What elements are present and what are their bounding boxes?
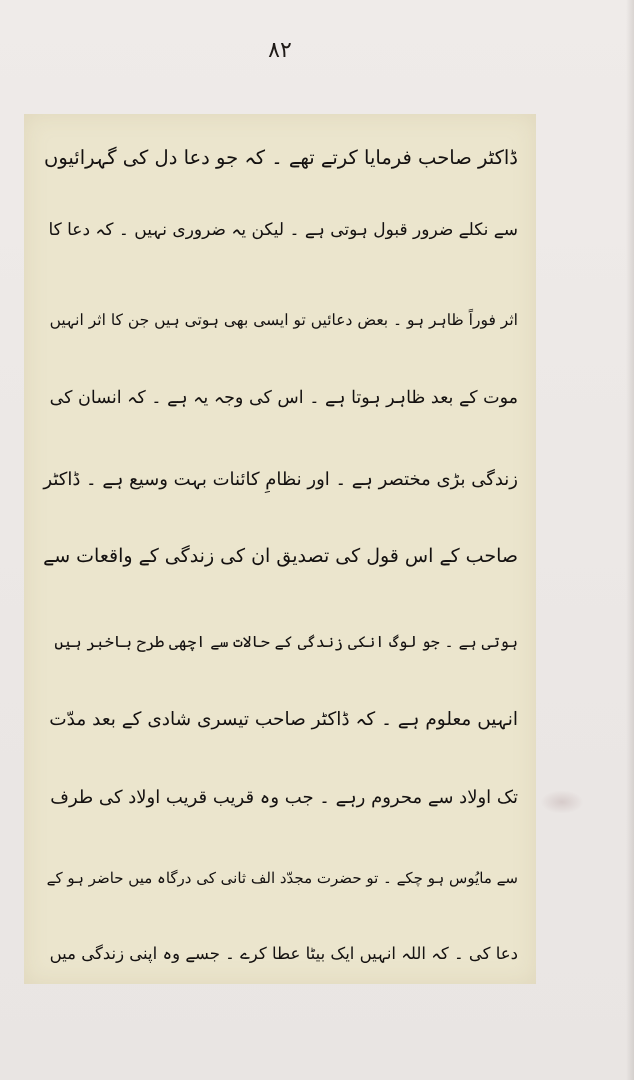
text-line-2: سے نکلے ضرور قبول ہوتی ہے ۔ لیکن یہ ضروری نہیں ۔ کہ دعا کا [48,220,518,240]
paper-smudge [540,790,584,814]
text-line-6: صاحب کے اس قول کی تصدیق ان کی زندگی کے واقعات سے [43,545,518,567]
text-line-1: ڈاکٹر صاحب فرمایا کرتے تھے ۔ کہ جو دعا دل کی گہرائیوں [44,146,518,169]
text-line-3: اثر فوراً ظاہر ہو ۔ بعض دعائیں تو ایسی بھی ہوتی ہیں جن کا اثر انہیں [49,311,518,329]
text-line-10: سے مایُوس ہو چکے ۔ تو حضرت مجدّد الف ثانی کی درگاہ میں حاضر ہو کے [46,869,518,887]
text-block [24,114,536,984]
text-line-7: ہوتی ہے ۔ جو لوگ انکی زندگی کے حالات سے اچھی طرح باخبر ہیں [54,633,518,651]
page-edge-shadow [626,0,634,1080]
text-line-11: دعا کی ۔ کہ اللہ انہیں ایک بیٹا عطا کرے ۔ جسے وہ اپنی زندگی میں [49,944,518,963]
text-line-9: تک اولاد سے محروم رہے ۔ جب وہ قریب قریب اولاد کی طرف [50,787,518,808]
text-line-8: انہیں معلوم ہے ۔ کہ ڈاکٹر صاحب تیسری شادی کے بعد مدّت [49,709,518,730]
text-line-5: زندگی بڑی مختصر ہے ۔ اور نظامِ کائنات بہت وسیع ہے ۔ ڈاکٹر [43,469,518,490]
page-number: ۸۲ [268,38,292,63]
text-line-4: موت کے بعد ظاہر ہوتا ہے ۔ اس کی وجہ یہ ہے ۔ کہ انسان کی [49,388,518,408]
